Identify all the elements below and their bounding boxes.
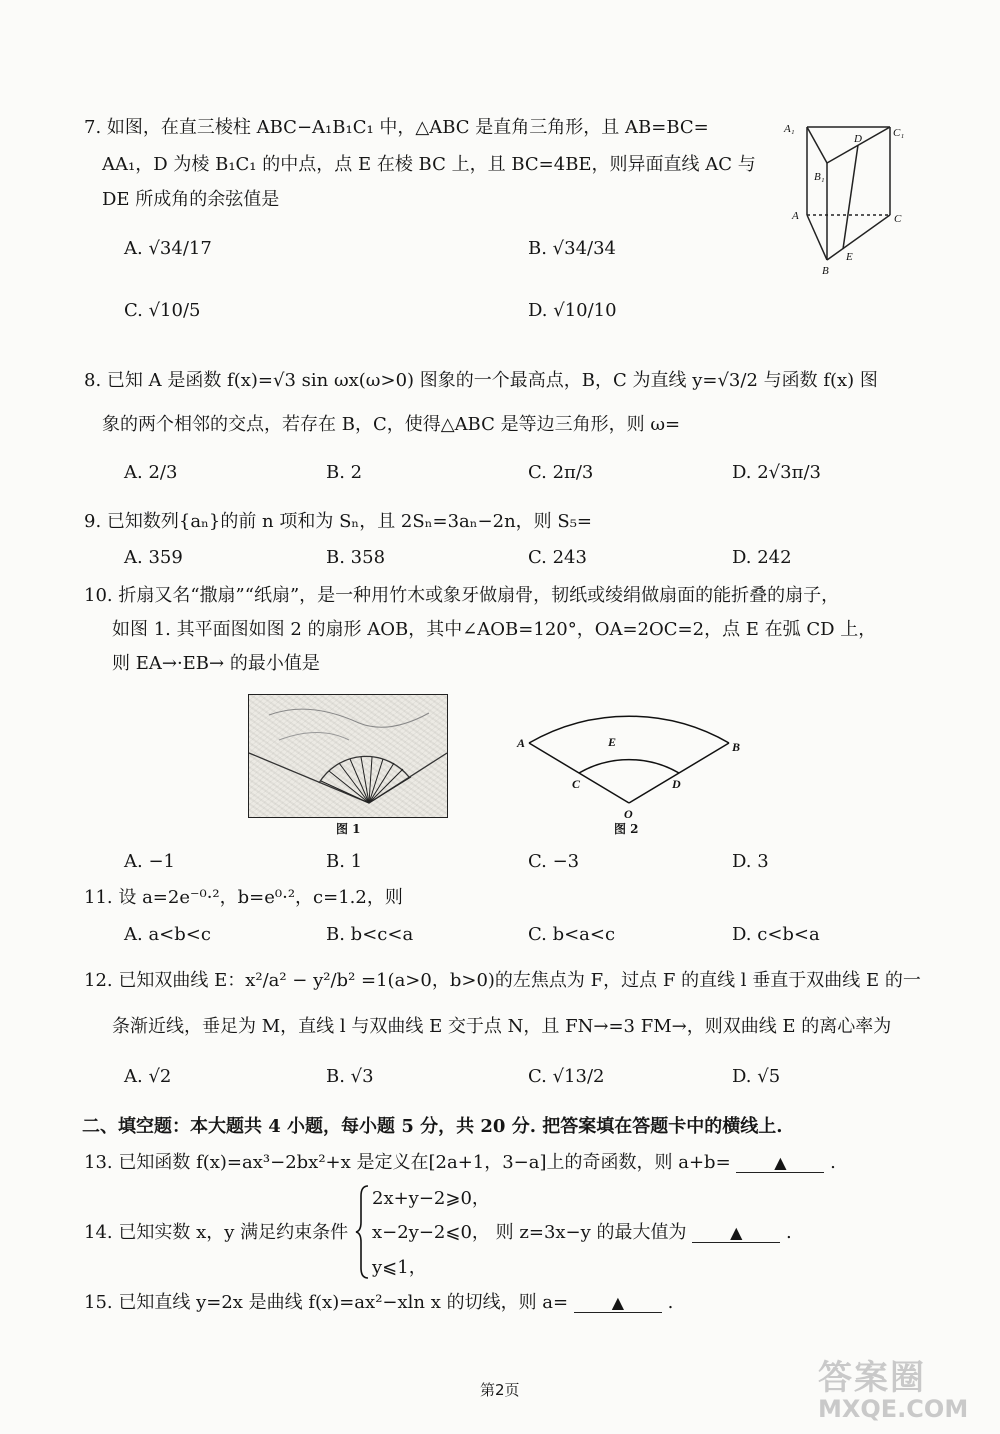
q7-option-c: C. √10/5: [124, 300, 201, 321]
q13-line: [84, 1152, 836, 1174]
q7-option-b: B. √34/34: [528, 238, 617, 259]
q12-line2: 条渐近线，垂足为 M，直线 l 与双曲线 E 交于点 N，且 FN→=3 FM→，则双曲线 E 的离心率为: [112, 1016, 892, 1037]
prism-label-d: D: [854, 133, 862, 145]
q14-text-before: 14. 已知实数 x，y 满足约束条件: [84, 1222, 349, 1243]
q9-line1: 9. 已知数列{aₙ}的前 n 项和为 Sₙ，且 2Sₙ=3aₙ−2n，则 S₅=: [84, 511, 593, 532]
page-number: 第2页: [480, 1381, 520, 1399]
q14-constraint-2: x−2y−2⩽0，: [372, 1222, 490, 1243]
q14-line: [84, 1222, 348, 1244]
prism-label-c1: C₁: [893, 127, 905, 139]
q11-option-d: D. c<b<a: [732, 924, 820, 945]
q8-line2: 象的两个相邻的交点，若存在 B，C，使得△ABC 是等边三角形，则 ω=: [102, 414, 681, 435]
q10-option-c: C. −3: [528, 851, 580, 872]
sector-label-e: E: [608, 735, 617, 749]
q15-end: .: [667, 1292, 674, 1313]
sector-figure: [510, 686, 750, 836]
section2-heading: 二、填空题：本大题共 4 小题，每小题 5 分，共 20 分. 把答案填在答题卡中的横线上.: [82, 1116, 783, 1137]
q12-option-c: C. √13/2: [528, 1066, 605, 1087]
q10-line2: 如图 1. 其平面图如图 2 的扇形 AOB，其中∠AOB=120°，OA=2OC=2，点 E 在弧 CD 上，: [112, 619, 877, 640]
watermark-line1: 答案圈: [818, 1358, 926, 1398]
q15-text: 15. 已知直线 y=2x 是曲线 f(x)=ax²−xln x 的切线，则 a=: [84, 1292, 569, 1313]
prism-label-a1: A₁: [784, 123, 795, 135]
watermark-line2: MXQE.COM: [818, 1395, 969, 1423]
folding-fan-photo: [248, 694, 448, 818]
q13-answer-blank[interactable]: ▲: [736, 1153, 824, 1173]
q7-option-d: D. √10/10: [528, 300, 617, 321]
q11-option-c: C. b<a<c: [528, 924, 616, 945]
prism-label-b1: B₁: [814, 171, 825, 183]
q11-option-b: B. b<c<a: [326, 924, 414, 945]
q10-line1: 10. 折扇又名“撒扇”“纸扇”，是一种用竹木或象牙做扇骨，韧纸或绫绢做扇面的能折叠的扇子，: [84, 585, 840, 606]
sector-label-c: C: [572, 777, 581, 791]
watermark-logo: [818, 1350, 968, 1423]
q7-line3: DE 所成角的余弦值是: [102, 189, 280, 210]
q9-option-d: D. 242: [732, 547, 792, 568]
q8-option-d: D. 2√3π/3: [732, 462, 821, 483]
q12-option-a: A. √2: [124, 1066, 172, 1087]
q14-text-after: 则 z=3x−y 的最大值为: [495, 1222, 687, 1243]
q10-option-a: A. −1: [124, 851, 175, 872]
fig1-caption: 图 1: [336, 822, 361, 836]
prism-label-e: E: [846, 251, 853, 263]
prism-label-c: C: [894, 213, 902, 225]
q7-line1: 7. 如图，在直三棱柱 ABC−A₁B₁C₁ 中，△ABC 是直角三角形，且 AB=BC=: [84, 117, 709, 138]
q12-option-d: D. √5: [732, 1066, 781, 1087]
q14-answer-blank[interactable]: ▲: [692, 1223, 780, 1243]
q11-option-a: A. a<b<c: [124, 924, 211, 945]
q9-option-c: C. 243: [528, 547, 587, 568]
q12-line1: 12. 已知双曲线 E：x²/a² − y²/b² =1(a>0，b>0)的左焦点为 F，过点 F 的直线 l 垂直于双曲线 E 的一: [84, 970, 921, 991]
q8-line1: 8. 已知 A 是函数 f(x)=√3 sin ωx(ω>0) 图象的一个最高点，B，C 为直线 y=√3/2 与函数 f(x) 图: [84, 370, 878, 391]
sector-label-d: D: [672, 777, 681, 791]
q10-option-d: D. 3: [732, 851, 769, 872]
q9-option-a: A. 359: [124, 547, 183, 568]
sector-label-o: O: [624, 807, 633, 821]
q14-constraint-2-line: [372, 1222, 792, 1244]
sector-label-b: B: [732, 740, 741, 754]
fig2-caption: 图 2: [614, 822, 639, 836]
prism-figure: [780, 110, 910, 280]
constraint-brace-icon: [355, 1184, 371, 1280]
q15-answer-blank[interactable]: ▲: [574, 1293, 662, 1313]
q10-line3: 则 EA→·EB→ 的最小值是: [112, 653, 320, 674]
q14-constraint-3: y⩽1，: [372, 1257, 427, 1278]
q9-option-b: B. 358: [326, 547, 386, 568]
q12-option-b: B. √3: [326, 1066, 374, 1087]
q8-option-b: B. 2: [326, 462, 363, 483]
q14-end: .: [786, 1222, 792, 1243]
q15-line: [84, 1292, 673, 1314]
q8-option-a: A. 2/3: [124, 462, 178, 483]
q14-constraint-1: 2x+y−2⩾0，: [372, 1188, 490, 1209]
prism-label-b: B: [822, 265, 829, 277]
q13-end: .: [830, 1152, 836, 1173]
sector-label-a: A: [517, 736, 526, 750]
q13-text: 13. 已知函数 f(x)=ax³−2bx²+x 是定义在[2a+1，3−a]上的奇函数，则 a+b=: [84, 1152, 731, 1173]
q7-option-a: A. √34/17: [124, 238, 212, 259]
q8-option-c: C. 2π/3: [528, 462, 594, 483]
q11-line1: 11. 设 a=2e⁻⁰·²，b=e⁰·²，c=1.2，则: [84, 887, 403, 908]
prism-label-a: A: [792, 210, 799, 222]
q7-line2: AA₁，D 为棱 B₁C₁ 的中点，点 E 在棱 BC 上，且 BC=4BE，则异面直线 AC 与: [102, 154, 756, 175]
q10-option-b: B. 1: [326, 851, 363, 872]
